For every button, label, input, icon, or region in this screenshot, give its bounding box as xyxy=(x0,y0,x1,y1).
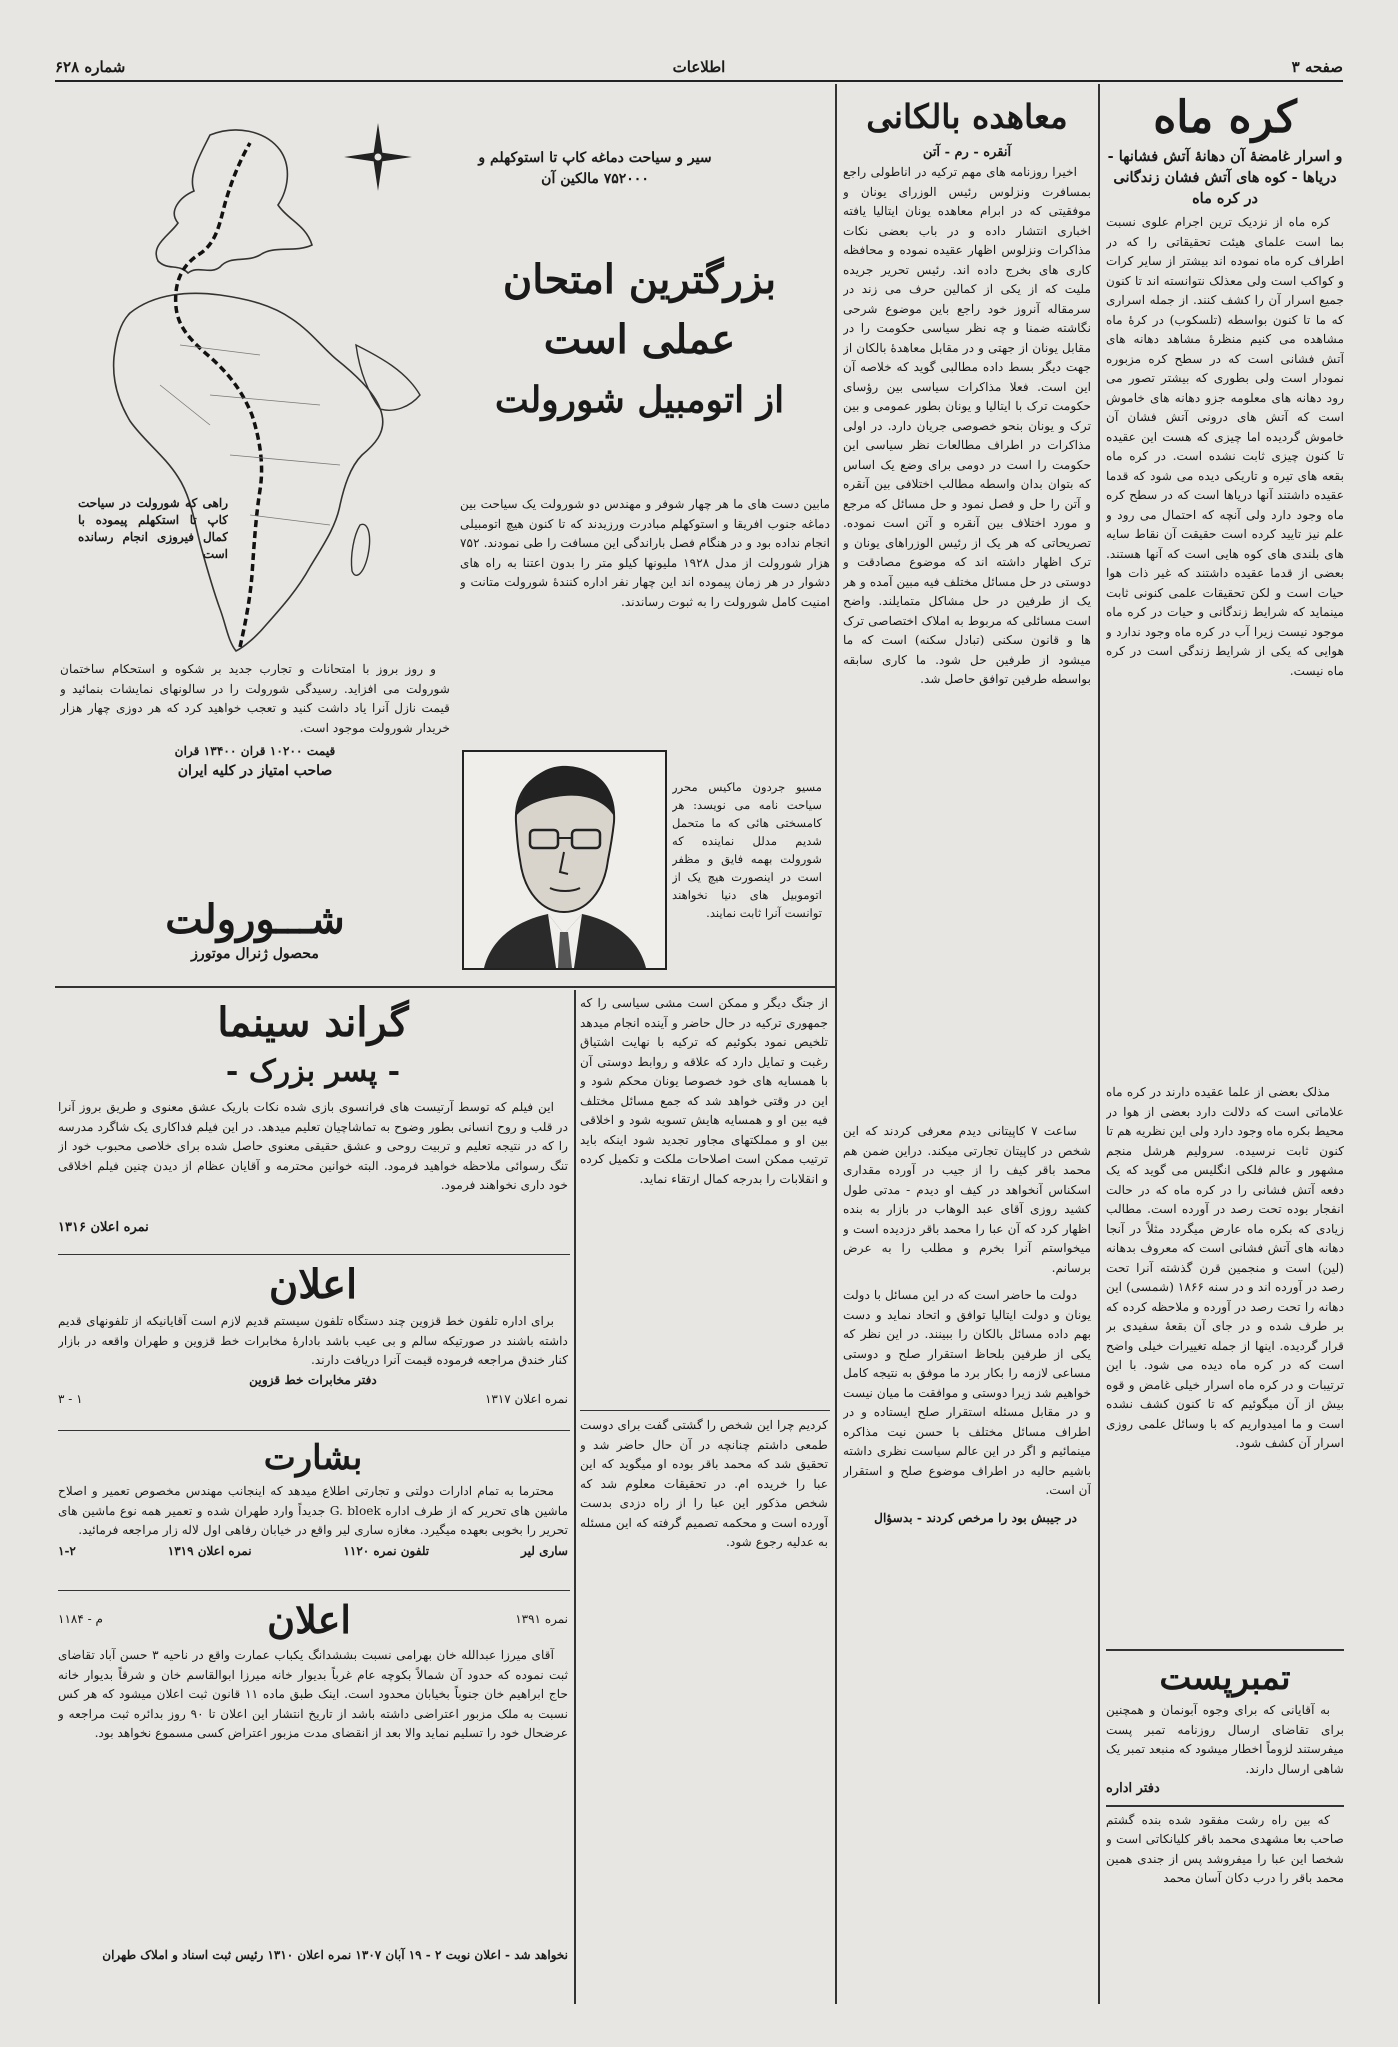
newspaper-name: اطلاعات xyxy=(672,58,726,76)
moon-article-body: کره ماه از نزدیک ترین اجرام علوی نسبت بما است علمای هیئت تحقیقاتی را که در اطراف کره ماه نموده اند بیشتر از سایر کرات و کواکب است ولی معذلک نتوانسته اند تا کنون جمیع اسرار آن را کشف کنند. از جمله اسراری که ما تا کنون بواسطه (تلسکوب) در کرهٔ ماه مشاهده می کنیم منظرهٔ مشاهد دهانه های آتش فشانی است که در سطح کره مزبوره نمودار است ولی بطوری که بیشتر تصور می رود دهانه های معلومه جزو دهانه های خاموش است که آتش های درونی آتش فشان آن خاموش گردیده اما چیزی که هست این عقیده تا کنون چیزی ثابت نشده است. در کره ماه بقعه های تیره و تاریکی دیده می شود که قدما عقیده داشتند آنها دریاها است که در سطح کره ماه وجود دارد ولی آنچه که احتمال می رود و علم نیز تایید کرده است حقیقت آن نقاط سایه های بلندی های کوه هایی است که آنها هستند. بعضی از قدما عقیده داشتند که غیر ذات هوا حیات است و لکن تحقیقات علمی کنونی ثابت مینماید که شرایط زندگانی و حیات در کره ماه موجود نیست زیرا آب در کره ماه وجود ندارد و هوایی که یکی از شرایط زندگی است در کره ماه نیست. xyxy=(1106,215,1344,678)
announcement2-number: نمره ۱۳۹۱ xyxy=(515,1612,568,1627)
balkan-title: معاهده بالکانی xyxy=(866,97,1068,136)
good-news-ad-number: نمره اعلان ۱۳۱۹ xyxy=(167,1544,252,1558)
cinema-title: گراند سینما xyxy=(217,999,409,1046)
good-news-divider xyxy=(58,1590,570,1591)
portrait-caption: مسیو جردون ماکیس محرر سیاحت نامه می نویسد: هر کامسختی هائی که ما متحمل شدیم مدلل نماینده که شورولت بهمه فایق و مظفر است در اینصورت هیچ یک از اتوموبیل های دنیا نخواهند توانست آنرا ثابت نمایند. xyxy=(672,780,822,920)
stamp-notice-title: تمبرپست xyxy=(1159,1658,1291,1698)
moon-subtitle: و اسرار غامضهٔ آن دهانهٔ آتش فشانها - دریاها - کوه های آتش فشان زندگانی در کره ماه xyxy=(1107,148,1343,207)
balkan-article-continued: دولت ما حاضر است که در این مسائل با دولت یونان و دولت ایتالیا توافق و اتحاد نماید و دست بهم داده مسائل بالکان را ببینند. در این نظر که یکی از طرفین بلحاظ استقرار صلح و دوستی مساعی لازمه را بکار برد ما موفق به نتیجه کامل خواهیم شد زیرا دوستی و موافقت ما میان نیست و در مقابل مسئله استقرار صلح ایستاده و در اطراف مسائل مختلف با حسن نیت مذاکره مینمائیم و اگر در این عالم سیاست نظری داشته باشیم حالیه در اطراف موضوع صلح و استقرار آن است. xyxy=(843,1288,1091,1497)
chevrolet-price: قیمت ۱۰۲۰۰ قران ۱۳۴۰۰ قران xyxy=(174,744,336,758)
good-news-shop: ساری لیر xyxy=(521,1544,568,1558)
court-story-right: ساعت ۷ کاپیتانی دیدم معرفی کردند که این شخص در کاپیتان تجارتی میکند. دراین ضمن هم محمد باقر کیف را از جیب در آورده مقداری اسکناس آنخواهد در کیف او دیدم - مدتی طول کشید روزی آقای عبد الوهاب در بازار به بنده اظهار کرد که آن عبا را محمد باقر دزدیده است و میخواستم آنرا بخرم و مطلب را به عرض برسانم. xyxy=(843,1124,1091,1275)
balkan-column xyxy=(843,92,1091,1112)
headline-line-3: از اتومبیل شورولت xyxy=(494,379,785,421)
headline-line-1: بزرگترین امتحان xyxy=(502,256,777,303)
court-story-closing: در جیبش بود را مرخص کردند - بدسؤال xyxy=(874,1510,1077,1525)
announcement2-footer: نخواهد شد - اعلان نوبت ۲ - ۱۹ آبان ۱۳۰۷ نمره اعلان ۱۳۱۰ رئیس ثبت اسناد و املاک طهران xyxy=(102,1948,568,1962)
africa-europe-route-map xyxy=(60,95,450,680)
middle-article: از جنگ دیگر و ممکن است مشی سیاسی را که جمهوری ترکیه در حال حاضر و آینده انجام میدهد تلخیص نمود بکوئیم که ترکیه با نهایت اشتیاق رغبت و تمایل دارد که علاقه و روابط دوستی آن با همسایه های خود خصوصا یونان محکم شود و این در وقتی خواهد شد که جمع مسائل مختلف فیه بین او و همسایه هایش تسویه شود و اخلاقی بین او و مملکتهای مجاور تجدید شود اینکه باید ترتیب ممکن است اصلاحات ملکت و تکمیل کرده و انقلابات را بدرجه کمال ارتقاء نماید. xyxy=(580,996,828,1186)
good-news-ad xyxy=(58,1434,568,1584)
compass-rose-icon xyxy=(344,123,412,191)
chevrolet-brand-block xyxy=(60,895,450,985)
good-news-count: ۱-۲ xyxy=(58,1544,76,1558)
court-story-left: کردیم چرا این شخص را گشتی گفت برای دوست طمعی داشتم چنانچه در آن حال حاضر شد و تحقیق شد که محمد باقر بوده او میگوید که این عبا را خریده ام. در تحقیقات معلوم شد که شخص مذکور این عبا را از راه دزدی بدست آورده است و محکمه تصمیم گرفته که این مسئله به عدلیه رجوع شود. xyxy=(580,1418,828,1549)
announcement-divider xyxy=(58,1430,570,1431)
moon-column xyxy=(1106,90,1344,2000)
announcement2-body: آقای میرزا عبدالله خان بهرامی نسبت بششدانگ یکباب عمارت واقع در ناحیه ۳ حسن آباد تقاضای ثبت نموده که حدود آن شمالاً بکوچه عام غرباً بدیوار خانه میرزا ابوالقاسم خان و شرقاً بدیوار خانه حاج ابراهیم خان جنوباً بخیابان محدود است. اینک طبق ماده ۱۱ قانون ثبت اعلان میشود که هر کس نسبت به ملک مزبور اعتراضی داشته باشد از تاریخ انتشار این اعلان تا ۹۰ روز بدائره ثبت مراجعه و عرضحال خود را تسلیم نماید والا بعد از انقضای مدت مزبور اعتراض کسی مسموع نخواهد بود. xyxy=(58,1648,568,1740)
man-portrait-icon xyxy=(464,752,665,968)
good-news-phone: تلفون نمره ۱۱۲۰ xyxy=(343,1544,430,1558)
chevrolet-body: مابین دست های ما هر چهار شوفر و مهندس دو شورولت یک سیاحت بین دماغه جنوب افریقا و استوکهلم مبادرت ورزیدند که تا کنون هیچ اتومبیلی انجام نداده بود و در هنگام فصل باراندگی این مسافت را طی نمودند. ۷۵۲ هزار شورولت از مدل ۱۹۲۸ ملیونها کیلو متر را بدون اعتنا به راه های دشوار در هر زمان پیموده اند این چهار نفر اداره کنندهٔ شورولت متانت و امنیت کامل شورولت را به ثبوت رساندند. xyxy=(460,497,830,609)
page-header xyxy=(55,52,1343,82)
column-rule xyxy=(574,990,576,2004)
map-route-note: راهی که شورولت در سیاحت کاپ تا استکهلم پیموده با کمال فیروزی انجام رسانده است xyxy=(78,496,228,561)
cinema-divider xyxy=(58,1254,570,1255)
cinema-ad-number: نمره اعلان ۱۳۱۶ xyxy=(58,1220,149,1235)
balkan-story-column xyxy=(843,1122,1091,2002)
portrait-photo xyxy=(462,750,667,970)
cinema-film-title: - پسر بزرک - xyxy=(225,1054,401,1089)
registration-announcement xyxy=(58,1594,568,2004)
stamp-notice-signature: دفتر اداره xyxy=(1106,1781,1160,1796)
announcement-count: ۱ - ۳ xyxy=(58,1392,83,1406)
announcement-ad-number: نمره اعلان ۱۳۱۷ xyxy=(484,1392,568,1406)
announcement-title: اعلان xyxy=(268,1261,358,1308)
route-map-graphic xyxy=(60,95,450,680)
page-number: صفحه ۳ xyxy=(1291,58,1343,76)
map-caption-title: سیر و سیاحت دماغه کاپ تا استوکهلم و ۷۵۲۰۰۰ مالکین آن xyxy=(478,150,712,187)
stamp-notice-body: به آقایانی که برای وجوه آبونمان و همچنین برای تقاضای ارسال روزنامه تمبر پست میفرستند لزوماً اخطار میشود که منبعد تمبر یک شاهی ارسال دارند. xyxy=(1106,1703,1344,1776)
moon-article-body-continued: مذلک بعضی از علما عقیده دارند در کره ماه علاماتی است که دلالت دارد بعضی از هوا در محیط بکره ماه وجود دارد ولی این نظریه هم تا کنون ثابت نرسیده. سرولیم هرشل منجم مشهور و عالم فلکی انگلیس می گوید که یک دفعه آتش فشانی را در کره ماه که در حالت انفجار بوده تحت رصد در آورده است. مطالب زیادی که بکره ماه عارض میگردد مثلاً در آنجا دهانه های آتش فشانی است که معروف بدهانه (لین) است و منجمین قرن گذشته آنرا تحت رصد در آورده اند و در سنه ۱۸۶۶ (شمسی) این دهانه را تحت رصد در آورده و ملاحظه کرده که بر طرف شده و در جای آن بقعهٔ سفیدی بر قرار گردیده. اینها از جمله تغییرات خیلی واضح است که در کره ماه دیده می شود. با این ترتیبات و در کره ماه اسرار خیلی غامض و قوه بیش از آن میگوئیم که تا کنون کشف نشده است و ما امیدواریم که با وسائل علمی روزی اسرار آن کشف شود. xyxy=(1106,1085,1344,1450)
chevrolet-brand: شـــورولت xyxy=(165,896,345,943)
chevrolet-dealer: صاحب امتیاز در کلیه ایران xyxy=(177,762,333,779)
lost-item-notice: که بین راه رشت مفقود شده بنده گشتم صاحب بعا مشهدی محمد باقر کلیانکاتی است و شخصا این عبا را میفروشد پس از جندی همین محمد باقر را درب دکان آسان محمد xyxy=(1106,1805,1344,1889)
announcement-signature: دفتر مخابرات خط قزوین xyxy=(249,1372,377,1387)
good-news-title: بشارت xyxy=(263,1438,363,1478)
announcement-body: برای اداره تلفون خط قزوین چند دستگاه تلفون سیستم قدیم لازم است آقایانیکه از تلفونهای قدیم داشته باشند در صورتیکه سالم و بی عیب باشد بادارهٔ مخابرات خط قزوین و طهران واقعه در بازار کنار خندق مراجعه فرموده قیمت آنرا دریافت دارند. xyxy=(58,1314,568,1367)
chevrolet-body-2: و روز بروز با امتحانات و تجارب جدید بر شکوه و استحکام ساختمان شورولت می افزاید. رسیدگی شورولت را در سالونهای نمایشات بنمائید و قیمت نازل آنرا یاد داشت کنید و تعجب خواهید کرد که هر دوزی چهار هزار خریدار شورولت موجود است. xyxy=(60,662,450,735)
balkan-dateline: آنقره - رم - آتن xyxy=(922,145,1012,160)
moon-title: کره ماه xyxy=(1153,92,1297,143)
cinema-body: این فیلم که توسط آرتیست های فرانسوی بازی شده نکات باریک عشق معنوی و طریق بروز آنرا در قلب و روح انسانی بطور وضوح به تماشاچیان تعلیم میدهد. در این فیلم فداکاری یک شاگرد مدرسه را که در نتیجه تعلیم و تربیت روحی و عشق حقیقی معنوی حاصل شده برای خلاصی محبوب خود از تنگ رسوائی ملاحظه خواهید فرمود. البته خوانین محترمه و آقایان عظام از دیدن چنین فیلم اخلاقی خود داری نخواهند فرمود. xyxy=(58,1100,568,1192)
chevrolet-body-continued xyxy=(60,660,450,890)
column-rule xyxy=(1098,84,1100,2004)
chevrolet-maker: محصول ژنرال موتورز xyxy=(191,946,319,962)
issue-number: شماره ۶۲۸ xyxy=(55,58,126,76)
good-news-body: محترما به تمام ادارات دولتی و تجارتی اطلاع میدهد که اینجانب مهندس مخصوص تعمیر و اصلاح ماشین های تحریر که از طرف اداره G. bloek جدیداً وارد طهران شده و تعمیر همه نوع ماشین های تحریر را بخوبی بعهده میگیرد. مغازه ساری لیر واقع در خیابان رفاهی اول لاله زار مراجعه فرمائید. xyxy=(58,1484,568,1537)
cinema-ad xyxy=(58,996,568,1266)
telephone-announcement xyxy=(58,1258,568,1426)
announcement2-title: اعلان xyxy=(267,1597,351,1642)
middle-divider xyxy=(580,1410,830,1411)
balkan-article-body: اخیرا روزنامه های مهم ترکیه در اناطولی راجع بمسافرت ونزلوس رئیس الوزرای یونان و موفقیتی که در ابرام معاهده یونان ایتالیا یافته اخباری انتشار داده و در باب بعضی نکات مذاکرات ونزلوس اظهار عقیده نموده و محافظه کاری های بخرج داده اند. رئیس تحریر جریده ملیت که از یکی از کمالین حرف می زند در سرمقاله آنروز خود راجع باین موضوع شرحی نگاشته ضمنا و چه نظر سیاسی حکومت را در مقابل یونان از جهتی و در مقابل معاهدهٔ بالکان از جهت دیگر بسط داده مطالبی گوید که خلاصه آن این است. فعلا مذاکرات سیاسی بین رؤسای حکومت ترک با ایتالیا و یونان بطور عمومی و بین ترک و یونان بنحو خصوصی جریان دارد. در اولی مذاکرات در اطراف مطالعات نظر سیاسی این حکومت را است در دومی برای وضع یک اساس که بتوان بدان واسطه مطالب اختلافی بین آنقره و آتن را حل و فصل نمود و حل مسائل که مرجع و مورد اختلاف بین آنقره و آتن است نموده. تصریحاتی که هر یک از رئیس الوزراهای یونان و ترک اظهار داشته اند که موضوع مصادقت و دوستی در حل مسائل مختلف فیه مبین آمده و هر یک از طرفین در حل مشاکل متمایلند. واضح است مسائلی که مربوط به املاک اختصاصی ترک ها و قانون سکنی (تبادل سکنه) است که ما میشود از طرفین حل شود. ما کاری سابقه بواسطه طرفین توافق حاصل شد. xyxy=(843,165,1091,686)
announcement2-ref: م - ۱۱۸۴ xyxy=(58,1612,103,1627)
section-rule xyxy=(55,986,835,988)
column-rule xyxy=(835,84,837,2004)
headline-line-2: عملی است xyxy=(543,316,736,363)
chevrolet-headline xyxy=(452,250,827,440)
